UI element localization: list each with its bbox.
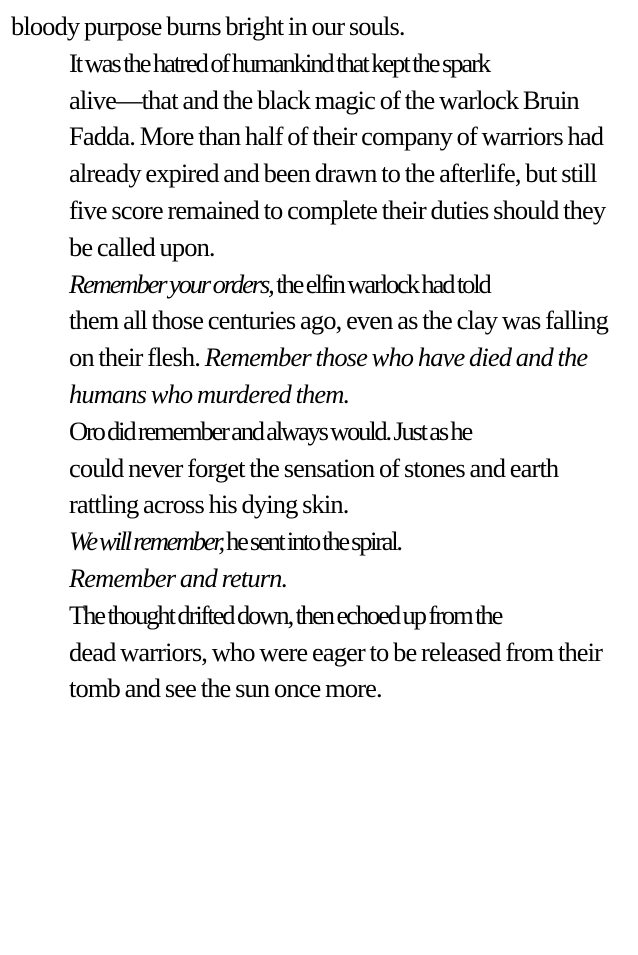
italic-text: Remember and return. bbox=[69, 562, 288, 593]
text-line bbox=[11, 413, 631, 450]
text-segment: already expired and been drawn to the afterlife, but still bbox=[69, 158, 597, 189]
text-line bbox=[11, 523, 631, 560]
text-line bbox=[11, 192, 631, 229]
text-line bbox=[11, 118, 631, 155]
text-segment: It was the hatred of humankind that kept the spark bbox=[69, 47, 490, 78]
page-text bbox=[11, 8, 631, 707]
text-line bbox=[11, 376, 631, 413]
text-segment: he sent into the spiral. bbox=[222, 526, 401, 557]
text-line bbox=[11, 450, 631, 487]
text-segment: Oro did remember and always would. Just as he bbox=[69, 415, 472, 446]
text-line bbox=[11, 339, 631, 376]
text-segment: could never forget the sensation of stones and earth bbox=[69, 452, 559, 483]
text-segment: on their flesh. bbox=[69, 342, 205, 373]
text-line bbox=[11, 486, 631, 523]
text-line bbox=[11, 560, 631, 597]
text-segment: be called upon. bbox=[69, 231, 215, 262]
text-line bbox=[11, 8, 631, 45]
text-line bbox=[11, 155, 631, 192]
text-line bbox=[11, 82, 631, 119]
italic-text: We will remember, bbox=[69, 526, 223, 557]
text-line bbox=[11, 597, 631, 634]
paragraph bbox=[11, 45, 631, 266]
text-segment: Fadda. More than half of their company of warriors had bbox=[69, 121, 604, 152]
text-segment: alive—that and the black magic of the warlock Bruin bbox=[69, 84, 579, 115]
paragraph bbox=[11, 8, 631, 45]
paragraph bbox=[11, 523, 631, 597]
text-segment: tomb and see the sun once more. bbox=[69, 673, 382, 704]
text-line bbox=[11, 670, 631, 707]
paragraph bbox=[11, 413, 631, 523]
text-line bbox=[11, 634, 631, 671]
text-segment: The thought drifted down, then echoed up from the bbox=[69, 599, 502, 630]
text-segment: five score remained to complete their duties should they bbox=[69, 194, 606, 225]
paragraph bbox=[11, 597, 631, 707]
text-line bbox=[11, 266, 631, 303]
italic-text: Remember those who have died and the bbox=[204, 342, 588, 373]
italic-text: humans who murdered them. bbox=[69, 378, 350, 409]
italic-text: Remember your orders, bbox=[69, 268, 273, 299]
text-segment: them all those centuries ago, even as the clay was falling bbox=[69, 305, 608, 336]
text-segment: rattling across his dying skin. bbox=[69, 489, 349, 520]
text-line bbox=[11, 45, 631, 82]
text-segment: dead warriors, who were eager to be released from their bbox=[69, 636, 603, 667]
text-segment: the elfin warlock had told bbox=[272, 268, 490, 299]
text-line bbox=[11, 229, 631, 266]
text-line bbox=[11, 302, 631, 339]
text-segment: bloody purpose burns bright in our souls. bbox=[11, 11, 405, 41]
paragraph bbox=[11, 266, 631, 413]
